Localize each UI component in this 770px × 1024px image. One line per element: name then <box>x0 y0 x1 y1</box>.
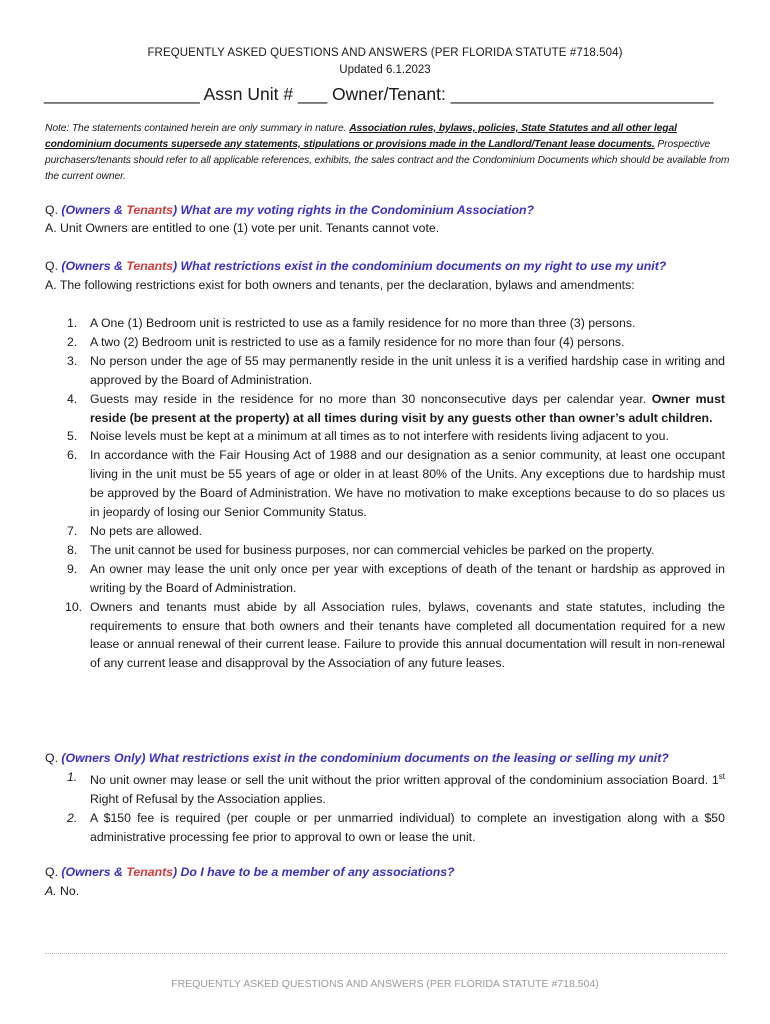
item-text: No person under the age of 55 may permanently reside in the unit unless it is a verified hardship case in writing and approved by the Board of Administration. <box>90 353 725 387</box>
answer-voting-rights: A. Unit Owners are entitled to one (1) vote per unit. Tenants cannot vote. <box>45 221 440 235</box>
owner-tenant-label: Owner/Tenant: <box>327 84 451 104</box>
audience-tenants: Tenants <box>126 203 174 217</box>
list-item <box>45 560 725 598</box>
item-text: No pets are allowed. <box>90 523 203 538</box>
list-item <box>45 446 725 522</box>
use-restrictions-list <box>45 314 725 673</box>
list-item <box>45 768 725 809</box>
question-text: ) What restrictions exist in the condominium documents on my right to use my unit? <box>173 259 667 273</box>
audience-tenants: Tenants <box>126 259 174 273</box>
question-text: (Owners Only) What restrictions exist in the condominium documents on the leasing or selling my unit? <box>61 751 669 765</box>
answer-text: No. <box>56 884 80 898</box>
question-text: ) Do I have to be a member of any associations? <box>173 865 455 879</box>
question-voting-rights <box>45 201 735 219</box>
page-footer: FREQUENTLY ASKED QUESTIONS AND ANSWERS (PER FLORIDA STATUTE #718.504) <box>171 978 599 990</box>
item-text: A One (1) Bedroom unit is restricted to use as a family residence for no more than three (3) persons. <box>90 316 636 330</box>
item-text: Guests may reside in the residence for no more than 30 nonconsecutive days per calendar year. <box>90 391 652 406</box>
item-number: 6. <box>67 448 78 463</box>
note-lead: Note: The statements contained herein are only summary in nature. <box>45 123 350 134</box>
question-use-restrictions <box>45 257 735 275</box>
note-emphasis: Association rules, bylaws, policies, State Statutes and all other legal condominium documents supersede any statements, stipulations or provisions made in the Landlord/Tenant lease documents. <box>45 123 677 150</box>
list-item <box>45 390 725 428</box>
answer-use-restrictions: A. The following restrictions exist for both owners and tenants, per the declaration, bylaws and amendments: <box>45 278 635 292</box>
item-text: No unit owner may lease or sell the unit without the prior written approval of the condominium association Board. 1 <box>90 773 719 788</box>
item-bold-text: Owner must reside (be present at the property) at all times during visit by any guests other than owner’s adult children. <box>90 391 725 425</box>
item-number: 10. <box>65 599 83 614</box>
list-item <box>45 427 725 446</box>
item-text: An owner may lease the unit only once per year with exceptions of death of the tenant or hardship as approved in writing by the Board of Administration. <box>90 561 725 595</box>
note-tail: Prospective purchasers/tenants should refer to all applicable references, exhibits, the sales contract and the Condominium Documents which should be available from the current owner. <box>45 139 730 182</box>
unit-label: Assn Unit # <box>199 84 298 104</box>
item-text: A two (2) Bedroom unit is restricted to use as a family residence for no more than four (4) persons. <box>90 334 625 349</box>
list-item <box>45 522 725 541</box>
owner-tenant-blank: ___________________________ <box>450 84 714 104</box>
footer-divider <box>45 953 727 954</box>
item-text: In accordance with the Fair Housing Act of 1988 and our designation as a senior community, at least one occupant living in the unit must be 55 years of age or older in at least 80% of the Units. Any exceptions due to hardship must be approved by the Board of Administration. We have no motivation to make exceptions because to do so places us in jeopardy of losing our Senior Community Status. <box>90 448 725 520</box>
item-number: 1. <box>67 770 78 784</box>
item-number: 7. <box>67 523 78 538</box>
item-number: 8. <box>67 542 78 557</box>
question-text: ) What are my voting rights in the Condominium Association? <box>173 203 534 217</box>
item-number: 3. <box>67 353 78 368</box>
title-line <box>44 84 734 105</box>
item-text-cont: Right of Refusal by the Association applies. <box>90 792 326 806</box>
item-number: 9. <box>67 561 78 576</box>
list-item <box>45 541 725 560</box>
question-prefix: Q. <box>45 865 62 879</box>
list-item <box>45 333 725 352</box>
header-title: FREQUENTLY ASKED QUESTIONS AND ANSWERS (PER FLORIDA STATUTE #718.504) <box>147 47 623 59</box>
header-updated: Updated 6.1.2023 <box>339 64 431 76</box>
list-item <box>45 598 725 674</box>
audience-owners: (Owners & <box>61 259 127 273</box>
list-item <box>45 809 725 847</box>
list-item <box>45 314 725 333</box>
question-prefix: Q. <box>45 259 62 273</box>
item-number: 1. <box>67 316 78 330</box>
audience-owners: (Owners & <box>61 203 127 217</box>
question-prefix: Q. <box>45 203 62 217</box>
item-text: Owners and tenants must abide by all Association rules, bylaws, covenants and state statutes, including the requirements to ensure that both owners and their tenants have completed all documentation required for a new lease or annual renewal of their current lease. Failure to provide this annual documentation will result in non-renewal of any current lease and disapproval by the Association of any future leases. <box>90 599 725 671</box>
answer-prefix: A. <box>45 884 57 898</box>
ordinal-suffix: st <box>718 772 725 781</box>
question-leasing-selling <box>45 749 735 767</box>
question-associations <box>45 863 735 881</box>
list-item <box>45 352 725 390</box>
audience-owners: (Owners & <box>61 865 127 879</box>
disclaimer-note <box>45 121 730 185</box>
audience-tenants: Tenants <box>126 865 174 879</box>
item-number: 4. <box>67 391 78 406</box>
leasing-restrictions-list <box>45 768 725 847</box>
item-number: 2. <box>67 810 78 825</box>
answer-associations <box>45 882 735 900</box>
assn-name-blank: ________________ <box>44 84 200 104</box>
item-number: 2. <box>67 334 78 349</box>
question-prefix: Q. <box>45 751 62 765</box>
unit-blank: ___ <box>297 84 328 104</box>
item-number: 5. <box>67 429 78 444</box>
item-text: A $150 fee is required (per couple or per unmarried individual) to complete an investigation along with a $50 administrative processing fee prior to approval to own or lease the unit. <box>90 810 725 844</box>
item-text: Noise levels must be kept at a minimum at all times as to not interfere with residents living adjacent to you. <box>90 429 669 444</box>
item-text: The unit cannot be used for business purposes, nor can commercial vehicles be parked on the property. <box>90 542 655 557</box>
